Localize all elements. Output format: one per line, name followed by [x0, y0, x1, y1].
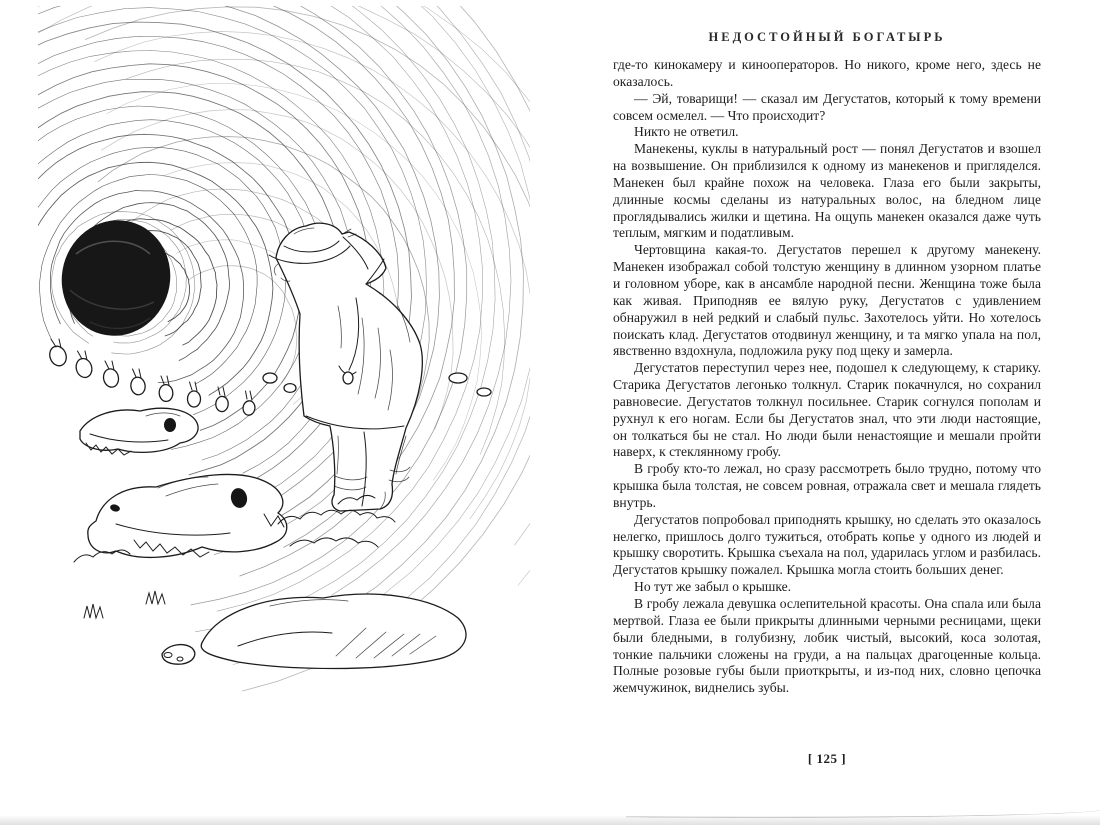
- page-number: [ 125 ]: [807, 751, 847, 766]
- skull-large: [88, 474, 287, 557]
- paragraph: Никто не ответил.: [634, 124, 739, 140]
- paragraph: Манекены, куклы в натуральный рост — понял Дегустатов и взошел на возвышение. Он приблизился к одному из манекенов и пригляделся. Манекен был крайне похож на человека. Глаза его были закрыты, длинные космы сделаны из натуральных волос, на бледном лице проглядывались жилки и щетина. На ощупь манекен оказался даже чуть теплым, мягким и податливым.: [613, 141, 1041, 241]
- cave-hatching: [38, 6, 530, 691]
- man-figure: [269, 223, 422, 511]
- paragraph: В гробу кто-то лежал, но сразу рассмотреть было трудно, потому что крышка была толстая, не совсем ровная, отражала свет и мешала глядеть внутрь.: [613, 461, 1041, 510]
- illustration: [38, 6, 530, 698]
- paragraph: Но тут же забыл о крышке.: [634, 579, 792, 595]
- paragraph: Чертовщина какая-то. Дегустатов перешел к другому манекену. Манекен изображал собой толстую женщину в длинном узорном платье и головном уборе, как в ансамбле народной песни. Женщина тоже была как живая. Приподняв ее вялую руку, Дегустатов с удивлением обнаружил в ней редкий и слабый пульс. Захотелось уйти. Но хотелось поискать клад. Дегустатов отодвинул женщину, и та мягко упала на пол, явственно вздохнула, подложила руку под щеку и замерла.: [613, 242, 1041, 359]
- rock: [162, 594, 466, 668]
- paragraph: В гробу лежала девушка ослепительной красоты. Она спала или была мертвой. Глаза ее были прикрыты длинными черными ресницами, щеки были бледными, в голубизну, лобик чистый, высокий, коса золотая, тонкие пальчики сложены на груди, а на пальцах драгоценные кольца. Полные розовые губы были приоткрыты, и из-под них, словно цепочка жемчужинок, виднелись зубы.: [613, 596, 1041, 696]
- paragraph: где-то кинокамеру и кинооператоров. Но никого, кроме него, здесь не оказалось.: [613, 57, 1041, 89]
- right-page: [613, 0, 1041, 825]
- paragraph: Дегустатов попробовал приподнять крышку, но сделать это оказалось нелегко, пришлось долго тужиться, отобрать копье у одного из людей и крышку своротить. Крышка съехала на пол, ударилась углом и разбилась. Дегустатов крышку пожалел. Крышка могла стоить больших денег.: [613, 511, 1041, 578]
- paragraph: Дегустатов переступил через нее, подошел к следующему, к старику. Старика Дегустатов легонько толкнул. Старик покачнулся, но сохранил равновесие. Дегустатов толкнул посильнее. Старик согнулся пополам и рухнул к его ногам. Если бы Дегустатов знал, что эти люди настоящие, он толкаться бы не стал. Но люди были ненастоящие и мешали пройти наверх, к стеклянному гробу.: [613, 360, 1041, 460]
- paragraph: — Эй, товарищи! — сказал им Дегустатов, который к тому времени совсем осмелел. — Что происходит?: [613, 90, 1041, 123]
- bone-chain: [47, 339, 256, 416]
- skull-small: [80, 408, 198, 455]
- body-text: [613, 57, 1041, 697]
- running-head: НЕДОСТОЙНЫЙ БОГАТЫРЬ: [708, 30, 946, 44]
